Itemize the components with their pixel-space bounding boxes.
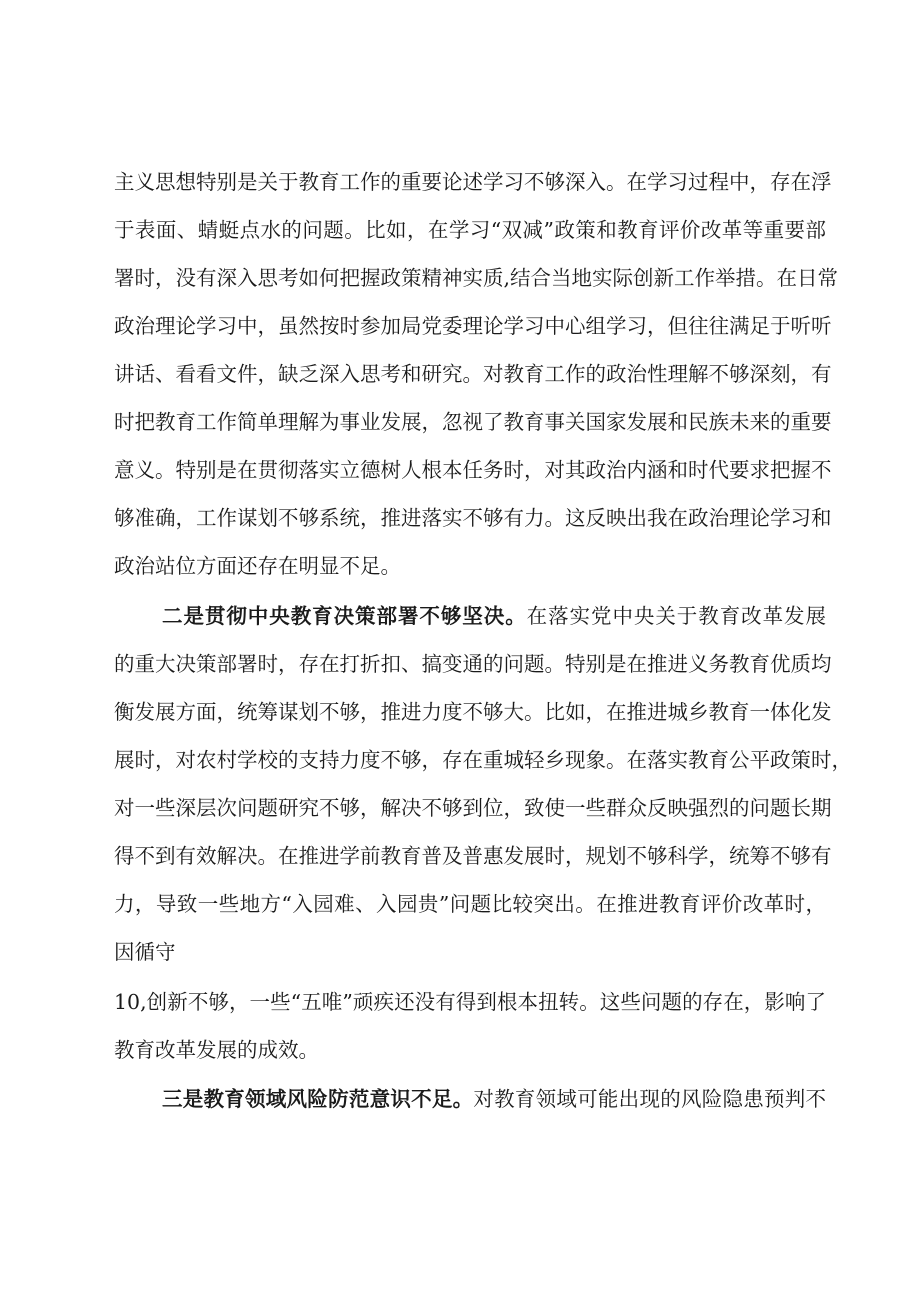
paragraph-first-line — [162, 598, 826, 634]
paragraph-text: 对教育领域可能出现的风险隐患预判不 — [473, 1087, 827, 1111]
text-line: 因循守 — [114, 940, 176, 964]
text-line: 主义思想特别是关于教育工作的重要论述学习不够深入。在学习过程中，存在浮 — [114, 170, 832, 194]
text-line: 10,创新不够，一些“五唯”顽疾还没有得到根本扭转。这些问题的存在，影响了 — [114, 990, 826, 1014]
text-line: 时把教育工作简单理解为事业发展，忽视了教育事关国家发展和民族未来的重要 — [114, 410, 832, 434]
text-line: 得不到有效解决。在推进学前教育普及普惠发展时，规划不够科学，统筹不够有 — [114, 844, 832, 868]
text-line: 对一些深层次问题研究不够，解决不够到位，致使一些群众反映强烈的问题长期 — [114, 796, 832, 820]
text-line: 够准确，工作谋划不够系统，推进落实不够有力。这反映出我在政治理论学习和 — [114, 506, 832, 530]
text-line: 展时，对农村学校的支持力度不够，存在重城轻乡现象。在落实教育公平政策时， — [114, 748, 852, 772]
text-line: 的重大决策部署时，存在打折扣、搞变通的问题。特别是在推进义务教育优质均 — [114, 652, 832, 676]
text-line: 衡发展方面，统筹谋划不够，推进力度不够大。比如，在推进城乡教育一体化发 — [114, 700, 832, 724]
text-line: 署时，没有深入思考如何把握政策精神实质,结合当地实际创新工作举措。在日常 — [114, 266, 839, 290]
text-line: 讲话、看看文件，缺乏深入思考和研究。对教育工作的政治性理解不够深刻，有 — [114, 362, 832, 386]
paragraph-heading: 二是贯彻中央教育决策部署不够坚决。 — [162, 604, 527, 628]
text-line: 政治站位方面还存在明显不足。 — [114, 554, 401, 578]
text-line: 政治理论学习中，虽然按时参加局党委理论学习中心组学习，但往往满足于听听 — [114, 314, 832, 338]
text-line: 于表面、蜻蜓点水的问题。比如，在学习“双减”政策和教育评价改革等重要部 — [114, 218, 826, 242]
paragraph-heading: 三是教育领域风险防范意识不足。 — [162, 1087, 474, 1111]
text-line: 意义。特别是在贯彻落实立德树人根本任务时，对其政治内涵和时代要求把握不 — [114, 458, 832, 482]
paragraph-first-line — [162, 1081, 826, 1117]
paragraph-text: 在落实党中央关于教育改革发展 — [526, 604, 827, 628]
text-line: 教育改革发展的成效。 — [114, 1038, 319, 1062]
text-line: 力，导致一些地方“入园难、入园贵”问题比较突出。在推进教育评价改革时， — [114, 892, 826, 916]
